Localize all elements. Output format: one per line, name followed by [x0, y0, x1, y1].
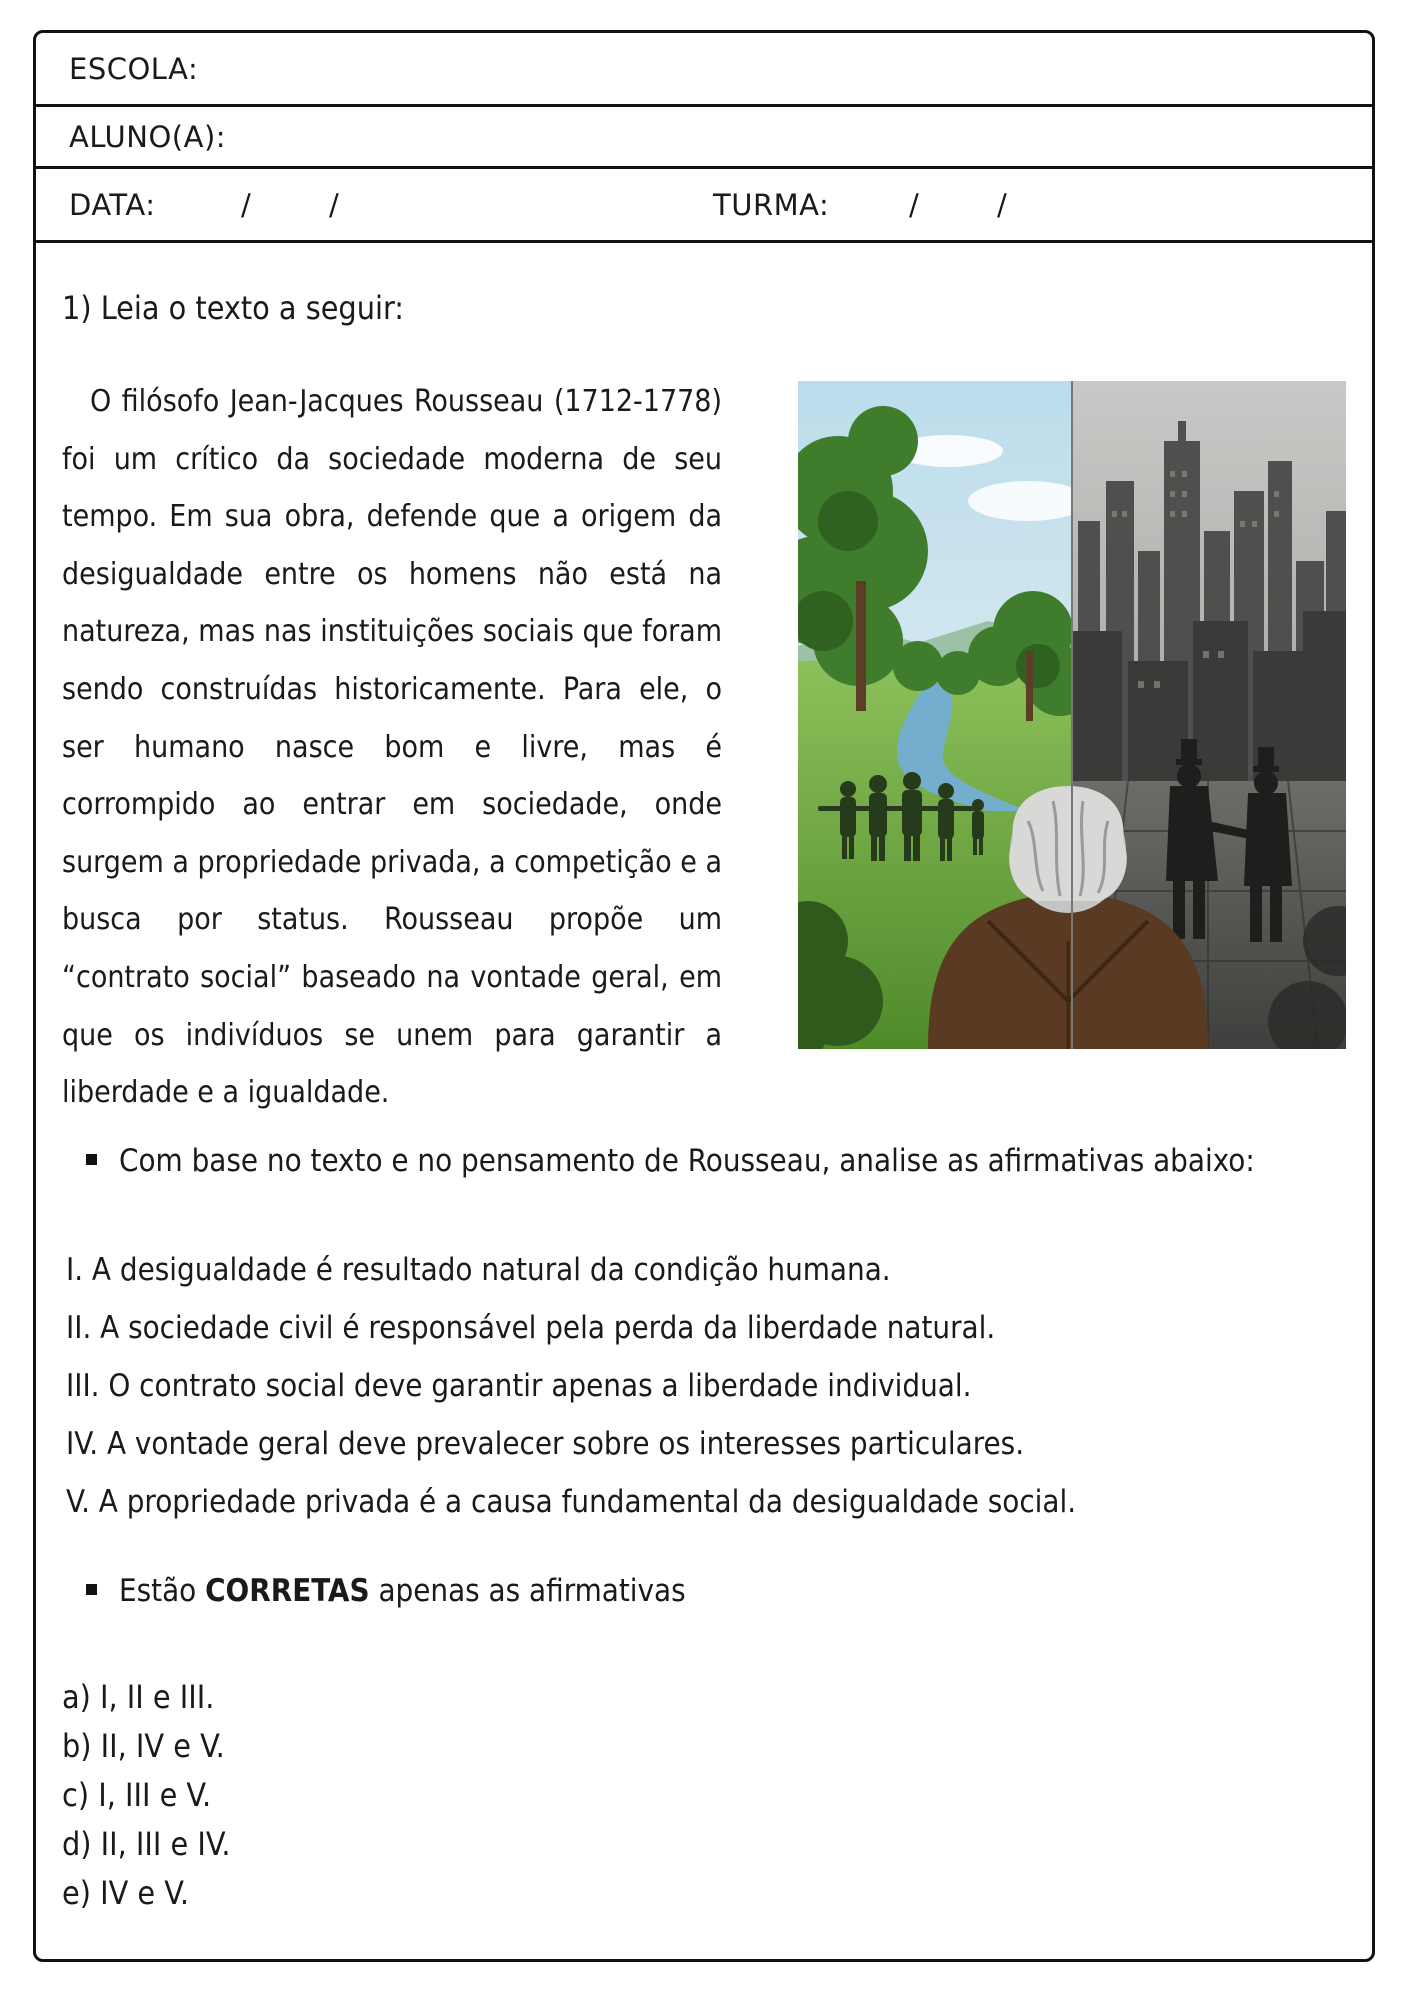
alternative-option[interactable]: b) II, IV e V.	[62, 1727, 225, 1765]
alternative-option[interactable]: a) I, II e III.	[62, 1678, 215, 1716]
class-label: TURMA:	[713, 187, 830, 222]
alternative-option[interactable]: c) I, III e V.	[62, 1776, 212, 1814]
prompt-before: Estão	[119, 1573, 197, 1609]
date-label: DATA:	[69, 187, 156, 222]
alternatives-list	[62, 1673, 231, 1918]
prompt-bold: CORRETAS	[205, 1573, 370, 1609]
question-title: 1) Leia o texto a seguir:	[62, 289, 404, 327]
instruction-text: Com base no texto e no pensamento de Rousseau, analise as afirmativas abaixo:	[119, 1143, 1255, 1179]
alternative-option[interactable]: d) II, III e IV.	[62, 1825, 231, 1863]
school-label: ESCOLA:	[69, 51, 199, 86]
prompt-after: apenas as afirmativas	[378, 1573, 686, 1609]
statement-item: IV. A vontade geral deve prevalecer sobre os interesses particulares.	[66, 1426, 1025, 1462]
worksheet	[33, 30, 1375, 1962]
class-slashes: / /	[909, 187, 1008, 222]
reading-passage	[62, 373, 722, 1122]
statement-item: II. A sociedade civil é responsável pela perda da liberdade natural.	[66, 1310, 996, 1346]
statement-item: I. A desigualdade é resultado natural da condição humana.	[66, 1252, 891, 1288]
bullet-square-icon	[86, 1154, 97, 1165]
statements-list	[66, 1241, 1076, 1531]
bullet-square-icon	[86, 1584, 97, 1595]
statement-item: V. A propriedade privada é a causa fundamental da desigualdade social.	[66, 1484, 1077, 1520]
student-label: ALUNO(A):	[69, 119, 227, 154]
statement-item: III. O contrato social deve garantir apenas a liberdade individual.	[66, 1368, 972, 1404]
date-class-row	[36, 169, 1372, 243]
date-slashes: / /	[241, 187, 340, 222]
passage-text: O filósofo Jean-Jacques Rousseau (1712-1778) foi um crítico da sociedade moderna de seu tempo. Em sua obra, defende que a origem da desigualdade entre os homens não está na natureza, mas nas instituições sociais que foram sendo construídas historicamente. Para ele, o ser humano nasce bom e livre, mas é corrompido ao entrar em sociedade, onde surgem a propriedade privada, a competição e a busca por status. Rousseau propõe um “contrato social” baseado na vontade geral, em que os indivíduos se unem para garantir a liberdade e a igualdade.	[62, 384, 722, 1111]
rousseau-illustration	[798, 381, 1346, 1049]
alternative-option[interactable]: e) IV e V.	[62, 1874, 189, 1912]
instruction-line	[86, 1143, 1255, 1179]
school-field-row	[36, 33, 1372, 107]
student-field-row	[36, 107, 1372, 169]
prompt-line	[86, 1573, 686, 1609]
